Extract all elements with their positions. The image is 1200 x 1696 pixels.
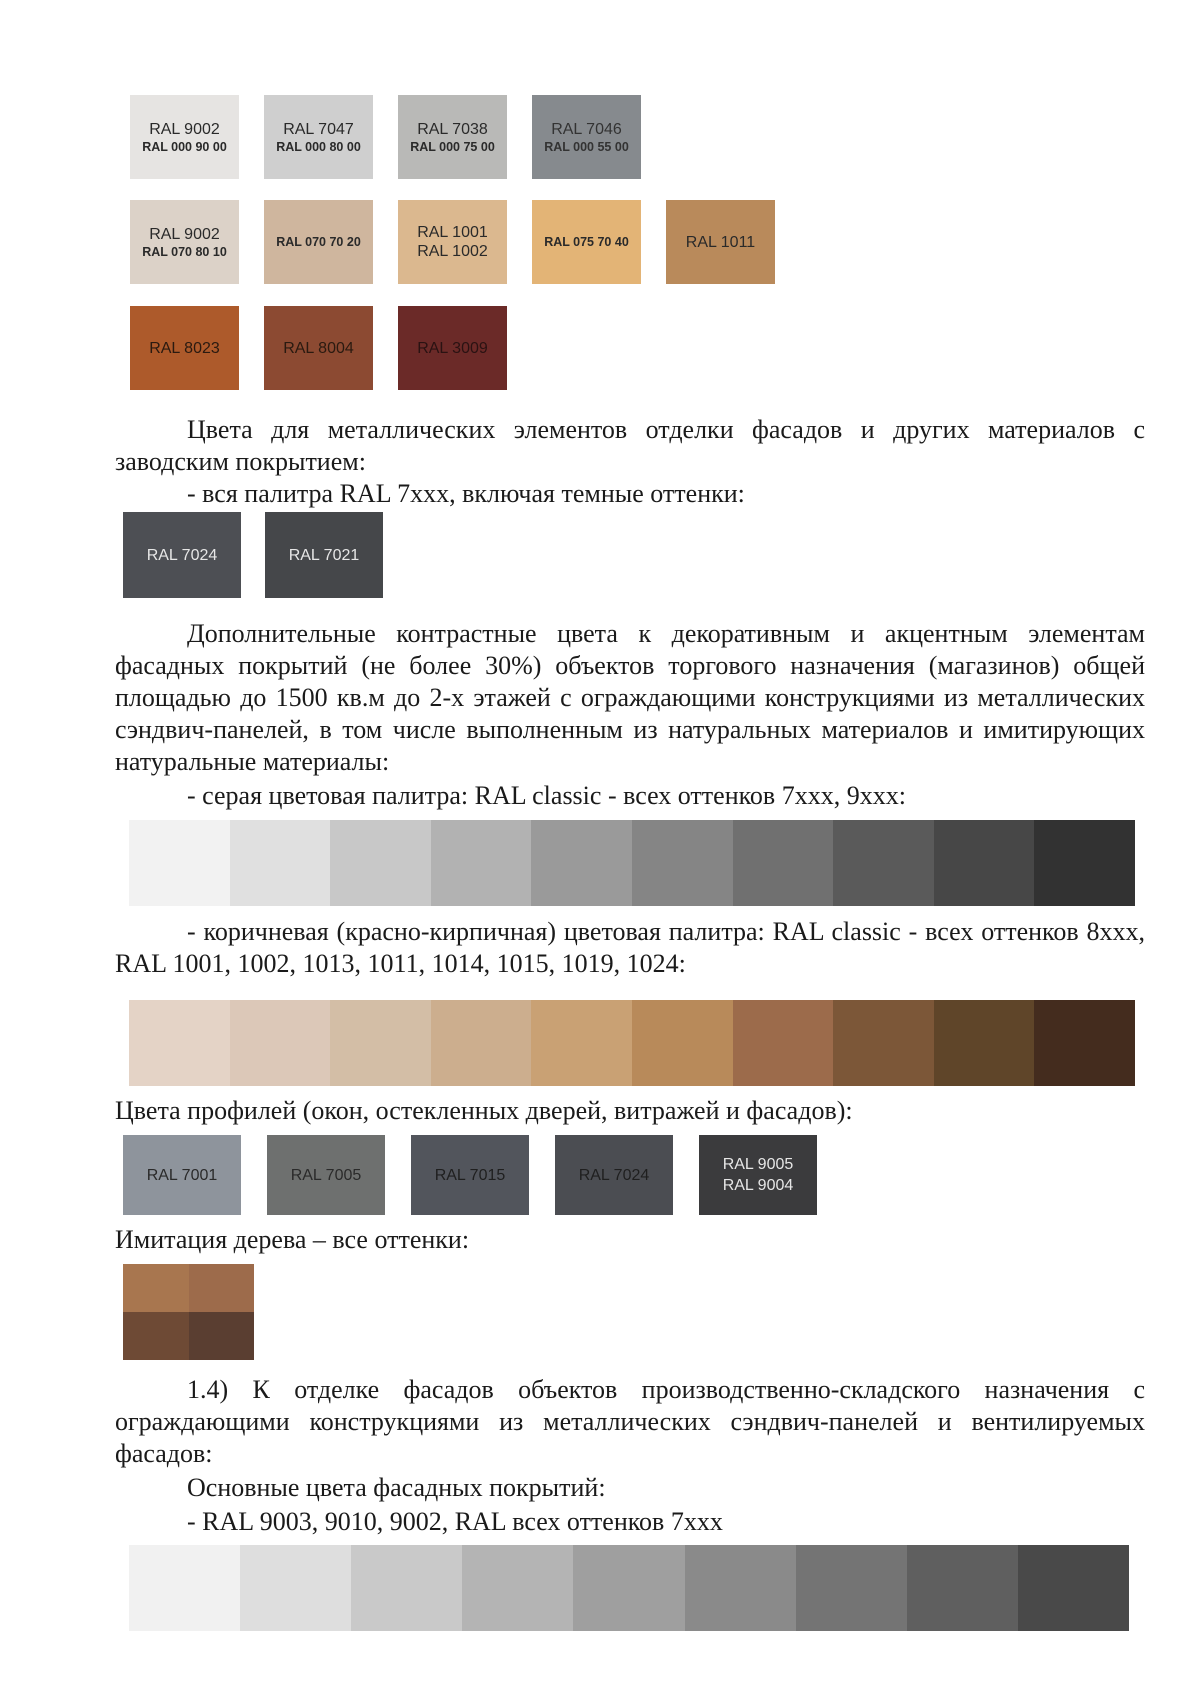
swatch-label: RAL 1001 bbox=[417, 224, 488, 241]
palette-cell bbox=[462, 1545, 573, 1631]
swatch-label: RAL 9002 bbox=[149, 225, 220, 243]
palette-cell bbox=[129, 820, 230, 906]
swatch-label: RAL 8023 bbox=[149, 339, 220, 357]
swatch-label: RAL 9005 bbox=[722, 1156, 794, 1173]
swatch-label: RAL 7046 bbox=[551, 120, 622, 138]
palette-cell bbox=[330, 820, 431, 906]
color-swatch bbox=[666, 200, 775, 284]
color-swatch bbox=[265, 512, 383, 598]
paragraph-metal-elements: Цвета для металлических элементов отделки фасадов и других материалов с заводским покрытием: bbox=[115, 415, 1145, 476]
color-swatch bbox=[532, 200, 641, 284]
palette-cell bbox=[531, 820, 632, 906]
color-swatch bbox=[398, 200, 507, 284]
swatch-sublabel: RAL 070 80 10 bbox=[142, 244, 227, 259]
palette-cell bbox=[240, 1545, 351, 1631]
color-swatch bbox=[130, 200, 239, 284]
color-swatch bbox=[123, 512, 241, 598]
palette-cell bbox=[907, 1545, 1018, 1631]
palette-cell bbox=[230, 1000, 331, 1086]
swatch-label: RAL 3009 bbox=[417, 339, 488, 357]
swatch-label: RAL 7024 bbox=[578, 1166, 650, 1184]
swatch-label: RAL 7047 bbox=[283, 120, 354, 138]
paragraph-main-colors: Основные цвета фасадных покрытий: bbox=[187, 1473, 606, 1502]
swatch-sublabel: RAL 000 90 00 bbox=[142, 139, 227, 154]
palette-cell bbox=[934, 1000, 1035, 1086]
swatch-sublabel: RAL 1002 bbox=[417, 243, 488, 260]
color-swatch bbox=[264, 200, 373, 284]
swatch-label: RAL 7005 bbox=[290, 1166, 362, 1184]
wood-tile bbox=[123, 1264, 189, 1312]
swatch-label: RAL 7024 bbox=[146, 546, 218, 564]
palette-cell bbox=[685, 1545, 796, 1631]
palette-cell bbox=[573, 1545, 684, 1631]
wood-tile bbox=[189, 1312, 255, 1360]
paragraph-ral-list: - RAL 9003, 9010, 9002, RAL всех оттенков 7xxx bbox=[187, 1507, 723, 1536]
swatch-sublabel: RAL 000 75 00 bbox=[410, 139, 495, 154]
paragraph-brown-palette: - коричневая (красно-кирпичная) цветовая палитра: RAL classic - всех оттенков 8xxx, RAL 1001, 1002, 1013, 1011, 1014, 1015, 1019, 1024: bbox=[115, 917, 1145, 978]
paragraph-contrast-colors: Дополнительные контрастные цвета к декоративным и акцентным элементам фасадных покрытий (не более 30%) объектов торгового назначения (магазинов) общей площадью до 1500 кв.м до 2-х этажей с ограждающими конструкциями из металлических сэндвич-панелей, в том числе выполненным из натуральных материалов и имитирующих натуральные материалы: bbox=[115, 619, 1145, 776]
palette-cell bbox=[1034, 1000, 1135, 1086]
wood-tile bbox=[123, 1312, 189, 1360]
gray-palette-strip-2 bbox=[129, 1545, 1129, 1631]
palette-cell bbox=[632, 1000, 733, 1086]
palette-cell bbox=[1034, 820, 1135, 906]
color-swatch bbox=[532, 95, 641, 179]
paragraph-industrial-facades: 1.4) К отделке фасадов объектов производственно-складского назначения с ограждающими конструкциями из металлических сэндвич-панелей и вентилируемых фасадов: bbox=[115, 1375, 1145, 1468]
color-swatch bbox=[555, 1135, 673, 1215]
swatch-label: RAL 7001 bbox=[146, 1166, 218, 1184]
swatch-label: RAL 075 70 40 bbox=[544, 235, 629, 249]
swatch-label: RAL 8004 bbox=[283, 339, 354, 357]
color-swatch bbox=[264, 306, 373, 390]
palette-cell bbox=[330, 1000, 431, 1086]
palette-cell bbox=[129, 1000, 230, 1086]
palette-cell bbox=[431, 1000, 532, 1086]
swatch-sublabel: RAL 000 80 00 bbox=[276, 139, 361, 154]
palette-cell bbox=[230, 820, 331, 906]
paragraph-wood-imitation: Имитация дерева – все оттенки: bbox=[115, 1225, 470, 1254]
palette-cell bbox=[431, 820, 532, 906]
paragraph-ral7-palette: - вся палитра RAL 7xxx, включая темные оттенки: bbox=[187, 479, 745, 508]
palette-cell bbox=[733, 1000, 834, 1086]
swatch-sublabel: RAL 9004 bbox=[722, 1177, 794, 1194]
palette-cell bbox=[733, 820, 834, 906]
swatch-label: RAL 7021 bbox=[288, 546, 360, 564]
paragraph-gray-palette: - серая цветовая палитра: RAL classic - всех оттенков 7xxx, 9xxx: bbox=[187, 781, 906, 810]
color-swatch bbox=[123, 1135, 241, 1215]
swatch-label: RAL 7038 bbox=[417, 120, 488, 138]
swatch-sublabel: RAL 000 55 00 bbox=[544, 139, 629, 154]
paragraph-profile-colors: Цвета профилей (окон, остекленных дверей, витражей и фасадов): bbox=[115, 1096, 853, 1125]
swatch-label: RAL 070 70 20 bbox=[276, 235, 361, 249]
swatch-label: RAL 1011 bbox=[685, 233, 756, 251]
swatch-label: RAL 7015 bbox=[434, 1166, 506, 1184]
color-swatch bbox=[411, 1135, 529, 1215]
color-swatch bbox=[267, 1135, 385, 1215]
color-swatch bbox=[130, 306, 239, 390]
color-swatch bbox=[398, 306, 507, 390]
swatch-label: RAL 9002 bbox=[149, 120, 220, 138]
wood-imitation-swatch bbox=[123, 1264, 254, 1360]
brown-palette-strip bbox=[129, 1000, 1135, 1086]
palette-cell bbox=[796, 1545, 907, 1631]
wood-tile bbox=[189, 1264, 255, 1312]
color-swatch bbox=[398, 95, 507, 179]
palette-cell bbox=[1018, 1545, 1129, 1631]
palette-cell bbox=[833, 1000, 934, 1086]
color-swatch bbox=[699, 1135, 817, 1215]
palette-cell bbox=[351, 1545, 462, 1631]
palette-cell bbox=[934, 820, 1035, 906]
color-swatch bbox=[264, 95, 373, 179]
palette-cell bbox=[531, 1000, 632, 1086]
palette-cell bbox=[833, 820, 934, 906]
gray-palette-strip bbox=[129, 820, 1135, 906]
palette-cell bbox=[632, 820, 733, 906]
palette-cell bbox=[129, 1545, 240, 1631]
color-swatch bbox=[130, 95, 239, 179]
